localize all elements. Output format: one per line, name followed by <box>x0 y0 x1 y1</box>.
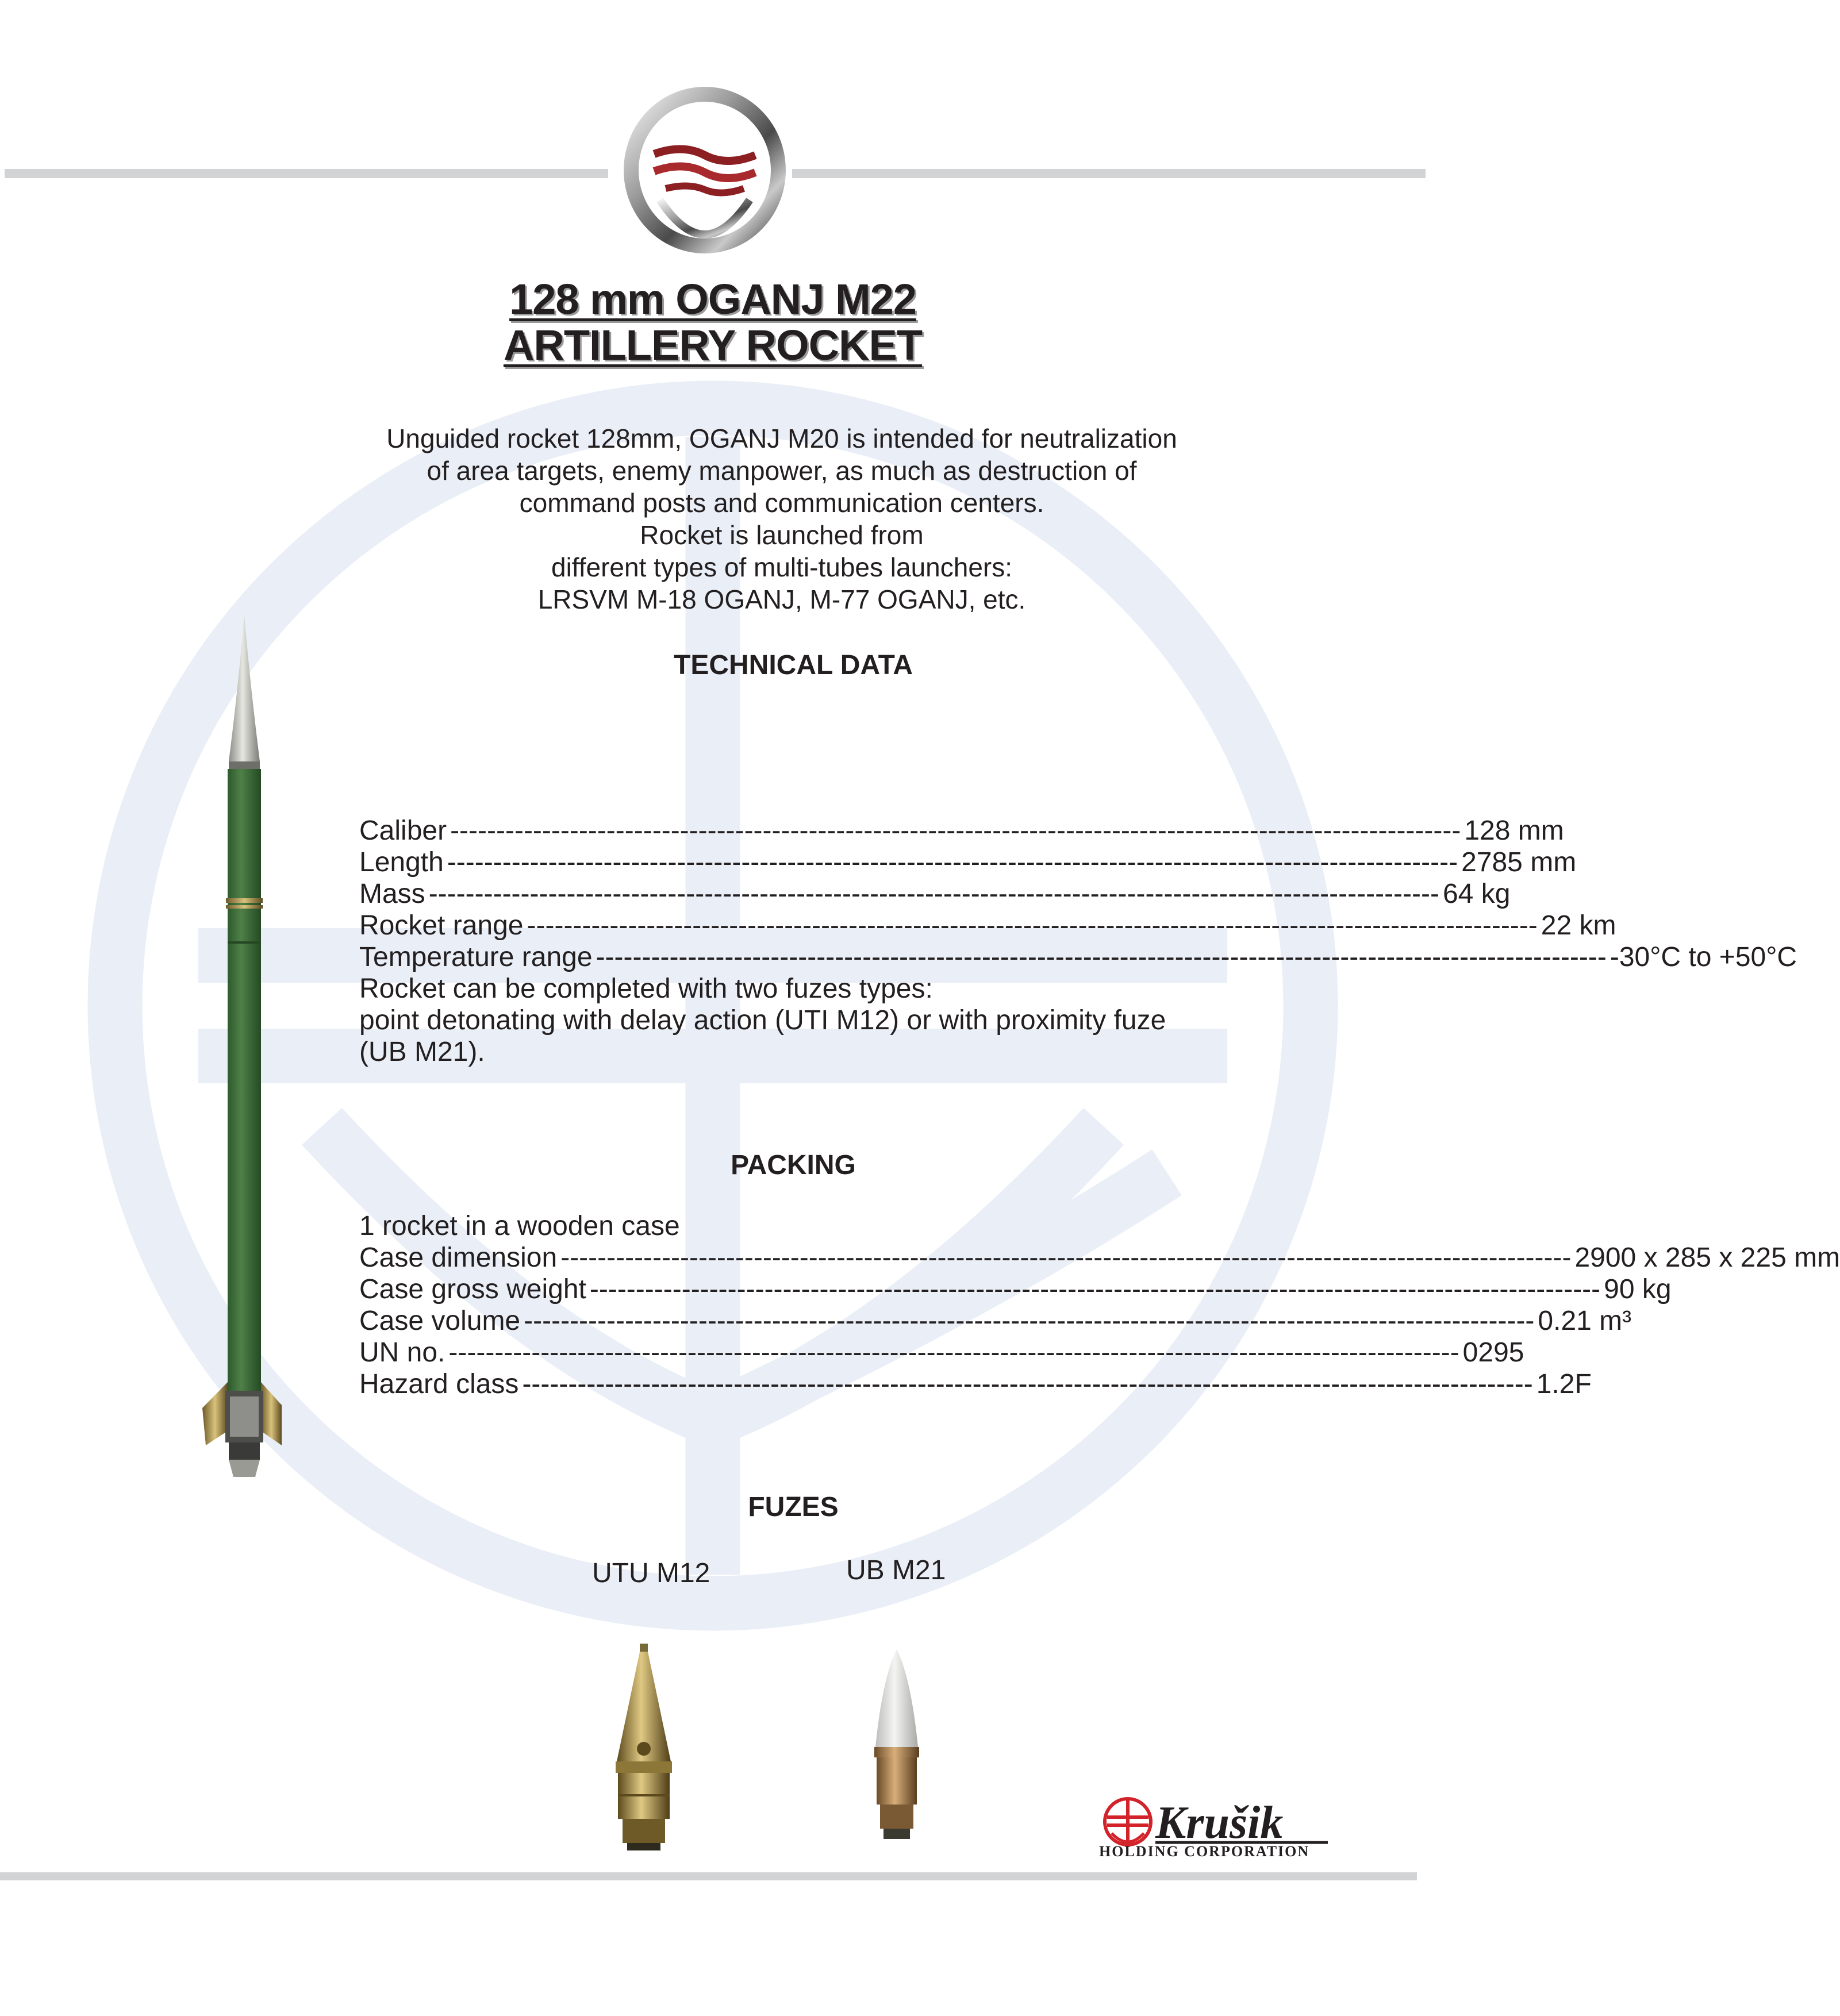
packing-row-case-gross-weight <box>359 1274 1672 1305</box>
leader-dashes: -------------------------------------------------------------------------------------------------------------- <box>524 1306 1535 1336</box>
fuze-note-line: (UB M21). <box>359 1037 485 1067</box>
page-title-line-1: 128 mm OGANJ M22 <box>509 275 916 323</box>
intro-line: LRSVM M-18 OGANJ, M-77 OGANJ, etc. <box>537 584 1026 614</box>
fuze-utu-m12-image <box>606 1644 681 1850</box>
leader-dashes: -------------------------------------------------------------------------------------------------------------- <box>589 1274 1601 1305</box>
packing-value: 0295 <box>1462 1337 1524 1368</box>
page-title-line-2: ARTILLERY ROCKET <box>503 321 923 369</box>
leader-dashes: -------------------------------------------------------------------------------------------------------------- <box>527 910 1538 941</box>
fuze-note-line: point detonating with delay action (UTI M12) or with proximity fuze <box>359 1005 1166 1036</box>
fuze-label-ub-m21: UB M21 <box>846 1555 946 1586</box>
fuze-note-line: Rocket can be completed with two fuzes types: <box>359 974 933 1004</box>
leader-dashes: -------------------------------------------------------------------------------------------------------------- <box>428 879 1439 909</box>
intro-paragraph <box>322 422 1242 615</box>
spec-label: Temperature range <box>359 942 593 972</box>
spec-value: 22 km <box>1541 910 1616 941</box>
packing-heading: PACKING <box>731 1150 856 1180</box>
corp-brand-text: Krušik <box>1155 1798 1284 1848</box>
packing-row-hazard-class <box>359 1368 1592 1400</box>
packing-value: 1.2F <box>1536 1369 1592 1399</box>
packing-row-case-volume <box>359 1305 1632 1337</box>
packing-row-un-no <box>359 1337 1524 1368</box>
spec-value: 128 mm <box>1464 815 1564 846</box>
packing-label: Case dimension <box>359 1242 558 1273</box>
spec-label: Length <box>359 847 444 878</box>
packing-list <box>359 1210 1840 1400</box>
spec-row-length <box>359 847 1577 878</box>
top-rule-right <box>792 169 1426 178</box>
spec-row-rocket-range <box>359 910 1616 941</box>
intro-line: of area targets, enemy manpower, as much as destruction of <box>427 456 1137 486</box>
packing-row-case-dimension <box>359 1242 1840 1274</box>
intro-line: Unguided rocket 128mm, OGANJ M20 is intended for neutralization <box>386 424 1177 453</box>
packing-label: Case gross weight <box>359 1274 586 1305</box>
leader-dashes: -------------------------------------------------------------------------------------------------------------- <box>560 1242 1572 1273</box>
corporation-name: HOLDING CORPORATION <box>1099 1843 1310 1860</box>
leader-dashes: -------------------------------------------------------------------------------------------------------------- <box>448 1337 1459 1368</box>
fuze-label-utu-m12: UTU M12 <box>592 1558 710 1588</box>
packing-value: 2900 x 285 x 225 mm <box>1574 1242 1840 1273</box>
packing-label: Hazard class <box>359 1369 519 1399</box>
company-logo-emblem <box>625 91 784 249</box>
intro-line: Rocket is launched from <box>640 520 924 550</box>
spec-label: Rocket range <box>359 910 524 941</box>
packing-label: UN no. <box>359 1337 445 1368</box>
packing-intro: 1 rocket in a wooden case <box>359 1211 680 1241</box>
spec-label: Mass <box>359 879 425 909</box>
packing-value: 0.21 m³ <box>1538 1306 1632 1336</box>
leader-dashes: -------------------------------------------------------------------------------------------------------------- <box>522 1369 1533 1399</box>
leader-dashes: -------------------------------------------------------------------------------------------------------------- <box>596 942 1607 972</box>
spec-value: 64 kg <box>1442 879 1511 909</box>
spec-value: -30°C to +50°C <box>1609 942 1797 972</box>
fuzes-heading: FUZES <box>748 1492 839 1522</box>
packing-label: Case volume <box>359 1306 521 1336</box>
leader-dashes: -------------------------------------------------------------------------------------------------------------- <box>450 815 1461 846</box>
spec-value: 2785 mm <box>1461 847 1577 878</box>
top-rule-left <box>5 169 608 178</box>
spec-row-caliber <box>359 815 1564 847</box>
technical-data-heading: TECHNICAL DATA <box>674 650 913 680</box>
bottom-rule <box>0 1872 1417 1880</box>
spec-row-temperature-range <box>359 941 1797 973</box>
intro-line: different types of multi-tubes launchers: <box>551 552 1012 582</box>
technical-data-list <box>359 815 1797 1068</box>
spec-row-mass <box>359 878 1511 910</box>
fuze-ub-m21-image <box>865 1649 928 1839</box>
leader-dashes: -------------------------------------------------------------------------------------------------------------- <box>447 847 1458 878</box>
spec-label: Caliber <box>359 815 447 846</box>
rocket-image <box>195 615 293 1517</box>
intro-line: command posts and communication centers. <box>519 488 1044 518</box>
packing-value: 90 kg <box>1604 1274 1672 1305</box>
